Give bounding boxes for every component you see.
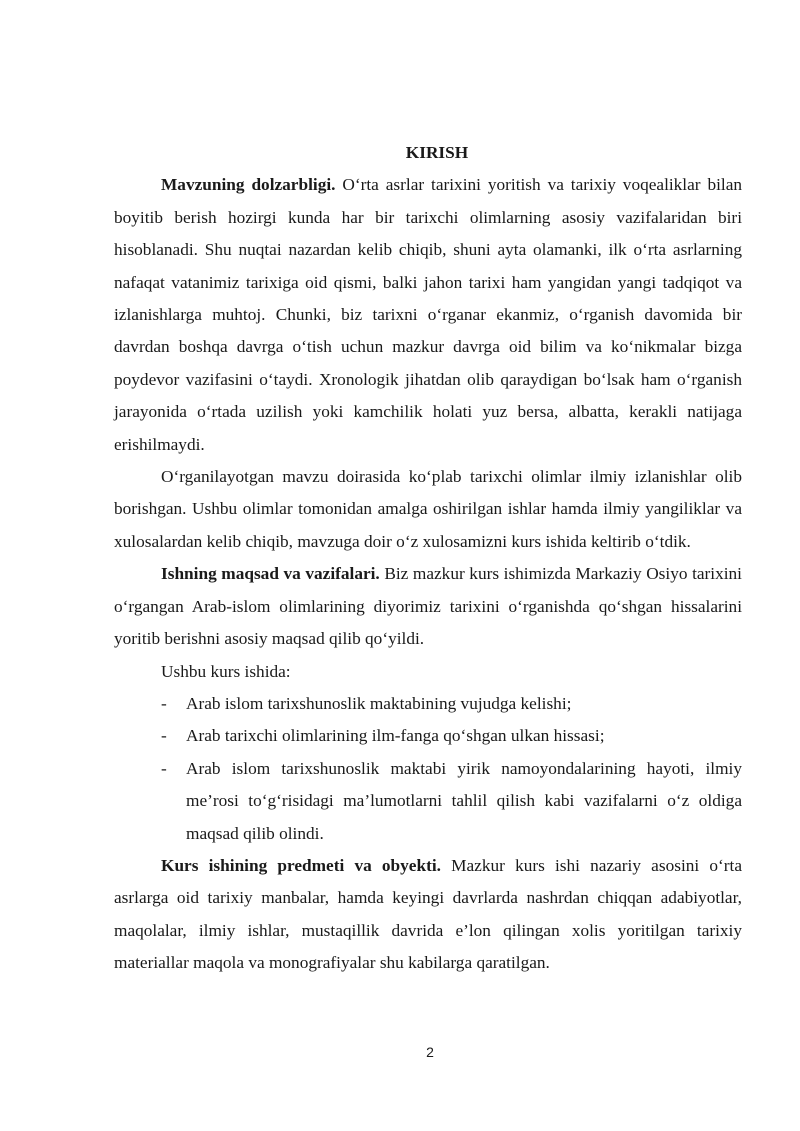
text-subject: Mazkur kurs ishi nazariy asosini o‘rta asrlarga oid tarixiy manbalar, hamda keyingi davrlarda nashrdan chiqqan adabiyotlar, maqolalar, ilmiy ishlar, mustaqillik davrida e’lon qilingan xolis yoritilgan tarixiy materiallar maqola va monografiyalar shu kabilarga qaratilgan. bbox=[114, 855, 742, 973]
list-item-text: Arab tarixchi olimlarining ilm-fanga qo‘shgan ulkan hissasi; bbox=[186, 726, 605, 746]
list-dash: - bbox=[161, 726, 167, 746]
list-item bbox=[161, 720, 742, 752]
paragraph-subject bbox=[114, 850, 742, 980]
paragraph-studied bbox=[114, 461, 742, 558]
heading-subject: Kurs ishining predmeti va obyekti. bbox=[161, 855, 441, 875]
page-number: 2 bbox=[426, 1044, 434, 1060]
paragraph-relevance bbox=[114, 169, 742, 461]
text-studied: O‘rganilayotgan mavzu doirasida ko‘plab tarixchi olimlar ilmiy izlanishlar olib borishgan. Ushbu olimlar tomonidan amalga oshirilgan ishlar hamda ilmiy yangiliklar va xulosalardan kelib chiqib, mavzuga doir o‘z xulosamizni kurs ishida keltirib o‘tdik. bbox=[114, 467, 742, 551]
page-title: KIRISH bbox=[405, 143, 469, 162]
list-dash: - bbox=[161, 693, 167, 713]
list-item-text: Arab islom tarixshunoslik maktabi yirik namoyondalarining hayoti, ilmiy me’rosi to‘g‘risidagi ma’lumotlarni tahlil qilish kabi vazifalarni o‘z oldiga maqsad qilib olindi. bbox=[186, 758, 742, 843]
paragraph-goals bbox=[114, 558, 742, 655]
document-body bbox=[114, 137, 742, 980]
list-item-text: Arab islom tarixshunoslik maktabining vujudga kelishi; bbox=[186, 693, 572, 713]
task-list bbox=[114, 688, 742, 850]
list-intro: Ushbu kurs ishida: bbox=[161, 661, 291, 681]
heading-relevance: Mavzuning dolzarbligi. bbox=[161, 175, 336, 195]
heading-goals: Ishning maqsad va vazifalari. bbox=[161, 564, 380, 584]
text-relevance: O‘rta asrlar tarixini yoritish va tarixiy voqealiklar bilan boyitib berish hozirgi kunda har bir tarixchi olimlarning asosiy vazifalaridan biri hisoblanadi. Shu nuqtai nazardan kelib chiqib, shuni ayta olamanki, ilk o‘rta asrlarning nafaqat vatanimiz tarixiga oid qismi, balki jahon tarixi ham yangidan yangi tadqiqot va izlanishlarga muhtoj. Chunki, biz tarixni o‘rganar ekanmiz, o‘rganish davomida bir davrdan boshqa davrga o‘tish uchun mazkur davrga oid bilim va ko‘nikmalar bizga poydevor vazifasini o‘taydi. Xronologik jihatdan olib qaraydigan bo‘lsak ham o‘rganish jarayonida o‘rtada uzilish yoki kamchilik holati yuz bersa, albatta, kerakli natijaga erishilmaydi. bbox=[114, 175, 743, 454]
text-goals: Biz mazkur kurs ishimizda Markaziy Osiyo tarixini o‘rgangan Arab-islom olimlarining diyorimiz tarixini o‘rganishda qo‘shgan hissalarini yoritib berishni asosiy maqsad qilib qo‘yildi. bbox=[114, 564, 742, 649]
list-dash: - bbox=[161, 758, 167, 778]
list-item bbox=[161, 753, 742, 850]
list-item bbox=[161, 688, 742, 720]
